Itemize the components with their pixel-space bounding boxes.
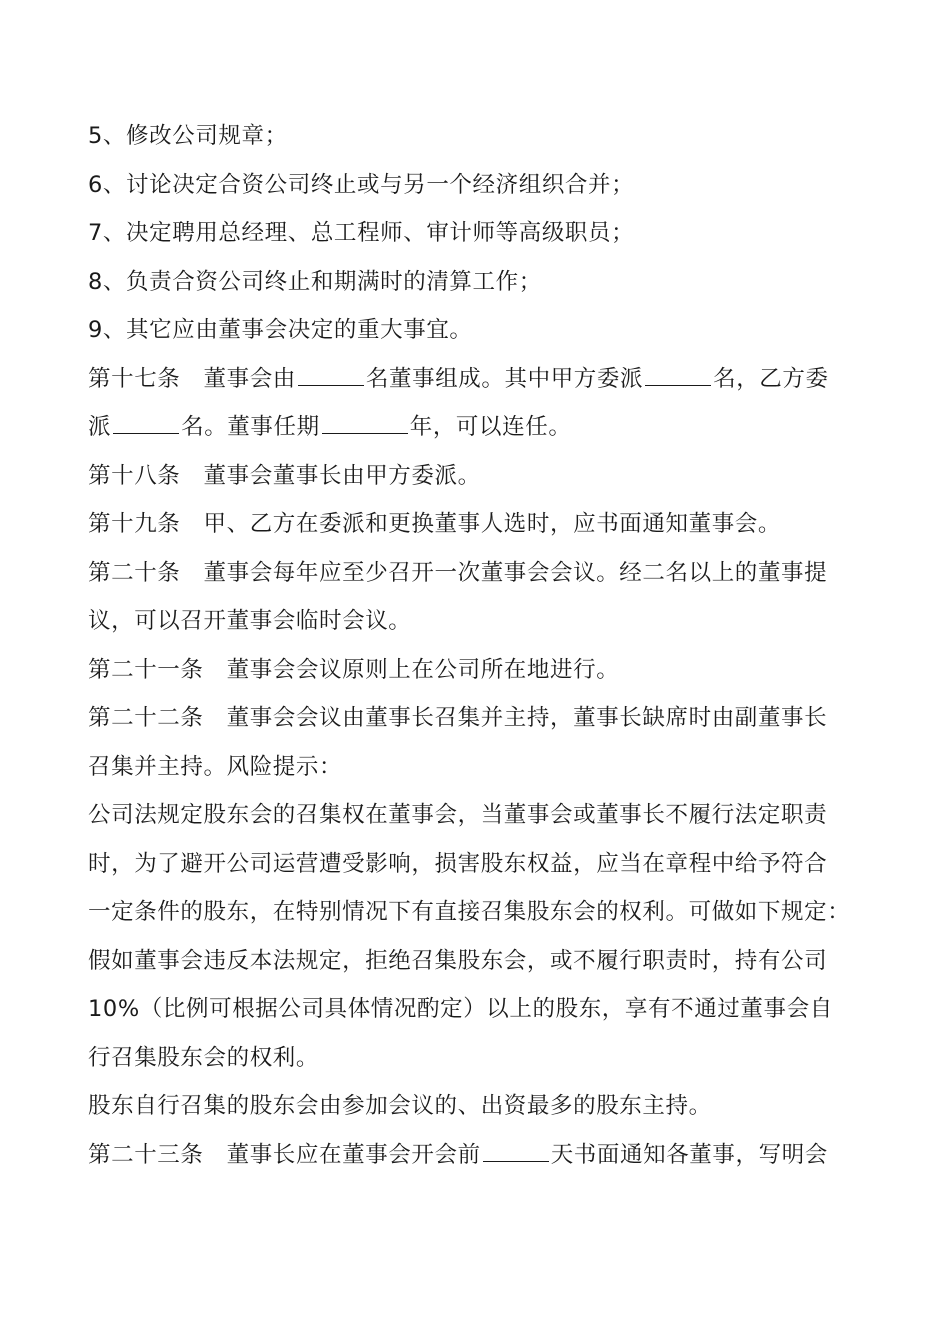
article-22-line-1: 第二十二条 董事会会议由董事长召集并主持，董事长缺席时由副董事长 (88, 705, 828, 731)
article-20-line-1: 第二十条 董事会每年应至少召开一次董事会会议。经二名以上的董事提 (88, 559, 828, 586)
risk-note-line-6: 行召集股东会的权利。 (88, 1044, 320, 1071)
list-item-9: 9、其它应由董事会决定的重大事宜。 (88, 317, 473, 343)
article-17-text-c: 名，乙方委 (713, 365, 829, 392)
blank-party-a-count (645, 355, 711, 386)
article-19: 第十九条 甲、乙方在委派和更换董事人选时，应书面通知董事会。 (88, 511, 782, 537)
article-17-text-e: 名。董事任期 (181, 414, 320, 440)
article-17-text-d: 派 (88, 414, 112, 440)
list-item-8: 8、负责合资公司终止和期满时的清算工作； (88, 268, 542, 295)
blank-term-years (322, 403, 408, 434)
blank-party-b-count (113, 403, 179, 434)
article-23-line-1 (88, 1131, 868, 1180)
risk-note-line-3: 一定条件的股东，在特别情况下有直接召集股东会的权利。可做如下规定： (88, 899, 851, 925)
article-17-text-b: 名董事组成。其中甲方委派 (365, 365, 644, 392)
shareholder-meeting-note: 股东自行召集的股东会由参加会议的、出资最多的股东主持。 (88, 1093, 712, 1119)
article-20-line-2: 议，可以召开董事会临时会议。 (88, 608, 412, 634)
article-18: 第十八条 董事会董事长由甲方委派。 (88, 462, 481, 489)
article-21: 第二十一条 董事会会议原则上在公司所在地进行。 (88, 656, 620, 683)
risk-note-line-1: 公司法规定股东会的召集权在董事会，当董事会或董事长不履行法定职责 (88, 802, 828, 828)
blank-notice-days (483, 1131, 549, 1162)
risk-note-line-4: 假如董事会违反本法规定，拒绝召集股东会，或不履行职责时，持有公司 (88, 947, 828, 974)
blank-director-count (298, 355, 364, 386)
article-17-text-a: 第十七条 董事会由 (88, 365, 296, 392)
article-22-line-2: 召集并主持。风险提示： (88, 753, 343, 780)
risk-note-line-2: 时，为了避开公司运营遭受影响，损害股东权益，应当在章程中给予符合 (88, 850, 828, 877)
risk-note-line-5: 10%（比例可根据公司具体情况酌定）以上的股东，享有不通过董事会自 (88, 996, 833, 1022)
list-item-6: 6、讨论决定合资公司终止或与另一个经济组织合并； (88, 171, 635, 198)
article-17-text-f: 年，可以连任。 (409, 414, 572, 440)
article-17-line-1 (88, 355, 868, 404)
article-23-text-a: 第二十三条 董事长应在董事会开会前 (88, 1141, 481, 1168)
article-17-line-2 (88, 403, 868, 452)
list-item-5: 5、修改公司规章； (88, 123, 288, 149)
article-23-text-b: 天书面通知各董事，写明会 (550, 1141, 828, 1168)
list-item-7: 7、决定聘用总经理、总工程师、审计师等高级职员； (88, 220, 635, 246)
document-body (88, 112, 868, 1179)
